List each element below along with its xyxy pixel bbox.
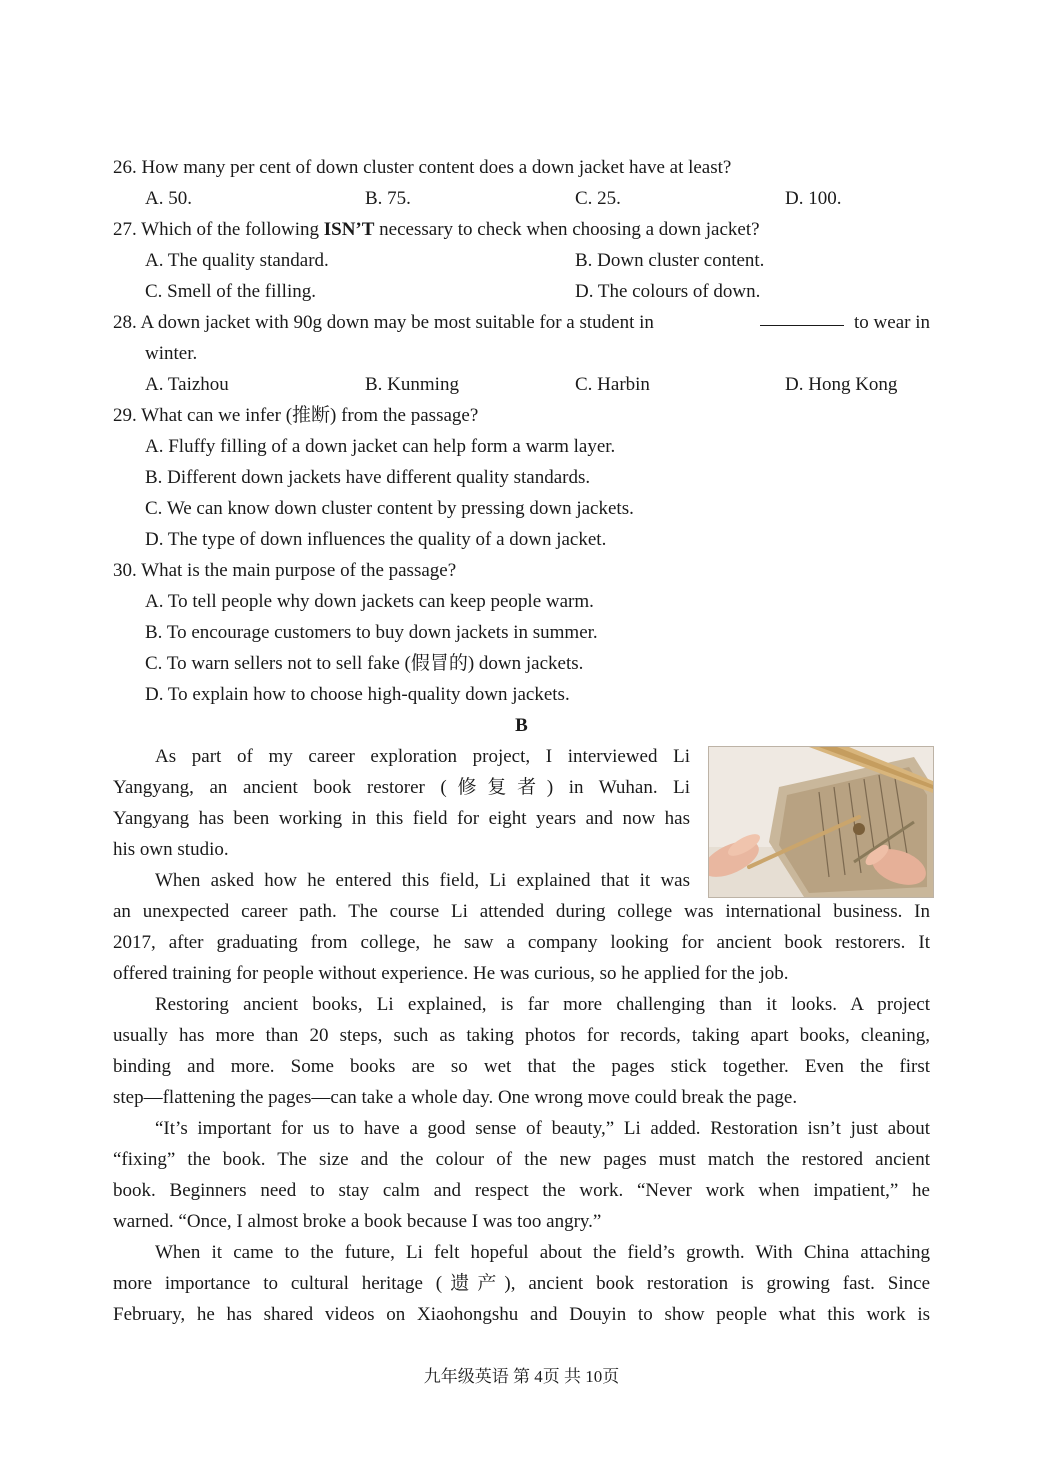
q30-option-a: A. To tell people why down jackets can keep people warm. — [145, 591, 594, 612]
question-28-stem — [113, 307, 930, 338]
passage-line: book. Beginners need to stay calm and respect the work. “Never work when impatient,” he — [113, 1180, 930, 1201]
passage-line: his own studio. — [113, 839, 229, 860]
passage-line: step—flattening the pages—can take a whole day. One wrong move could break the page. — [113, 1087, 798, 1108]
passage-line: binding and more. Some books are so wet that the pages stick together. Even the first — [113, 1056, 930, 1077]
q29-option-d: D. The type of down influences the quality of a down jacket. — [145, 529, 607, 550]
q29-option-a: A. Fluffy filling of a down jacket can help form a warm layer. — [145, 436, 616, 457]
passage-line: an unexpected career path. The course Li attended during college was international business. In — [113, 901, 930, 922]
section-title: B — [515, 715, 528, 736]
passage-line: “fixing” the book. The size and the colour of the new pages must match the restored ancient — [113, 1149, 930, 1170]
q27-stem-pre: 27. Which of the following — [113, 219, 324, 240]
q28-option-c: C. Harbin — [575, 374, 650, 395]
q29-option-c: C. We can know down cluster content by pressing down jackets. — [145, 498, 634, 519]
passage-line: usually has more than 20 steps, such as taking photos for records, taking apart books, cleaning, — [113, 1025, 930, 1046]
passage-line: offered training for people without experience. He was curious, so he applied for the job. — [113, 963, 789, 984]
book-restoration-photo — [708, 746, 934, 898]
passage-line: more importance to cultural heritage (遗产), ancient book restoration is growing fast. Since — [113, 1273, 930, 1294]
passage-line: Yangyang, an ancient book restorer (修复者) in Wuhan. Li — [113, 777, 690, 798]
page-footer: 九年级英语 第 4页 共 10页 — [423, 1367, 620, 1386]
q27-stem-post: necessary to check when choosing a down jacket? — [374, 219, 760, 240]
q27-option-b: B. Down cluster content. — [575, 250, 765, 271]
q27-stem-emphasis: ISN’T — [323, 219, 375, 240]
q28-stem-pre: 28. A down jacket with 90g down may be most suitable for a student in — [113, 312, 654, 333]
q28-option-d: D. Hong Kong — [785, 374, 898, 395]
q27-option-c: C. Smell of the filling. — [145, 281, 316, 302]
q27-option-d: D. The colours of down. — [575, 281, 761, 302]
question-27-stem — [113, 214, 930, 245]
q26-option-c: C. 25. — [575, 188, 621, 209]
q27-option-a: A. The quality standard. — [145, 250, 329, 271]
q29-option-b: B. Different down jackets have different quality standards. — [145, 467, 591, 488]
passage-line: warned. “Once, I almost broke a book because I was too angry.” — [113, 1211, 602, 1232]
passage-line: As part of my career exploration project, I interviewed Li — [155, 746, 690, 767]
q28-option-a: A. Taizhou — [145, 374, 229, 395]
q26-option-a: A. 50. — [145, 188, 192, 209]
passage-line: When asked how he entered this field, Li explained that it was — [155, 870, 690, 891]
answer-blank — [760, 307, 844, 326]
q28-option-b: B. Kunming — [365, 374, 459, 395]
question-29-stem: 29. What can we infer (推断) from the passage? — [113, 405, 479, 426]
q28-stem-continued: winter. — [145, 343, 198, 364]
question-30-stem: 30. What is the main purpose of the passage? — [113, 560, 457, 581]
q30-option-b: B. To encourage customers to buy down jackets in summer. — [145, 622, 598, 643]
q30-option-c: C. To warn sellers not to sell fake (假冒的) down jackets. — [145, 653, 584, 674]
question-26-stem: 26. How many per cent of down cluster content does a down jacket have at least? — [113, 157, 732, 178]
passage-line: “It’s important for us to have a good sense of beauty,” Li added. Restoration isn’t just about — [155, 1118, 930, 1139]
passage-line: Restoring ancient books, Li explained, is far more challenging than it looks. A project — [155, 994, 930, 1015]
q26-option-d: D. 100. — [785, 188, 842, 209]
passage-line: Yangyang has been working in this field for eight years and now has — [113, 808, 690, 829]
passage-line: When it came to the future, Li felt hopeful about the field’s growth. With China attaching — [155, 1242, 930, 1263]
passage-line: February, he has shared videos on Xiaohongshu and Douyin to show people what this work is — [113, 1304, 930, 1325]
q28-stem-post: to wear in — [854, 312, 930, 333]
q26-option-b: B. 75. — [365, 188, 411, 209]
passage-line: 2017, after graduating from college, he saw a company looking for ancient book restorers. It — [113, 932, 930, 953]
q30-option-d: D. To explain how to choose high-quality down jackets. — [145, 684, 570, 705]
